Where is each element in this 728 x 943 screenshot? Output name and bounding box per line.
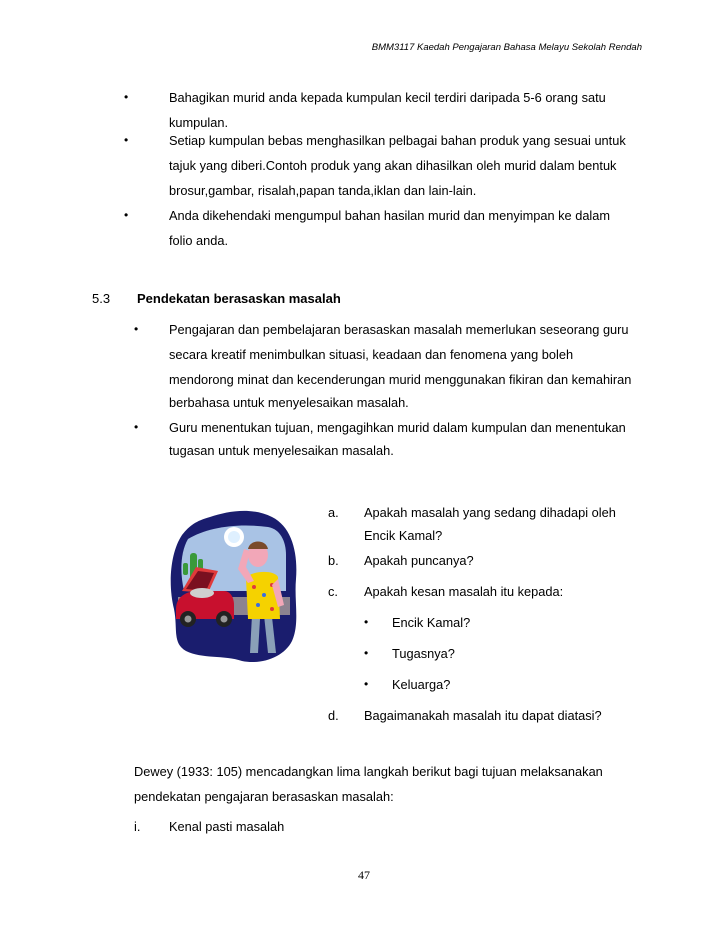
question-label-d: d. bbox=[328, 708, 339, 723]
clipart-car-breakdown-icon bbox=[168, 505, 300, 665]
bullet-symbol: • bbox=[134, 322, 139, 336]
bullet-symbol: • bbox=[364, 646, 369, 660]
bullet-symbol: • bbox=[364, 615, 369, 629]
section-number: 5.3 bbox=[92, 291, 111, 306]
bullet-line: tajuk yang diberi.Contoh produk yang akan dihasilkan oleh murid dalam bentuk bbox=[169, 158, 617, 173]
bullet-line: Anda dikehendaki mengumpul bahan hasilan murid dan menyimpan ke dalam bbox=[169, 208, 611, 223]
bullet-line: secara kreatif menimbulkan situasi, keadaan dan fenomena yang boleh bbox=[169, 347, 574, 362]
bullet-line: mendorong minat dan kecenderungan murid menggunakan fikiran dan kemahiran bbox=[169, 372, 632, 387]
bullet-line: tugasan untuk menyelesaikan masalah. bbox=[169, 443, 394, 458]
sub-bullet-text: Encik Kamal? bbox=[392, 615, 471, 630]
bullet-symbol: • bbox=[364, 677, 369, 691]
question-c-line: Apakah kesan masalah itu kepada: bbox=[364, 584, 564, 599]
question-label-b: b. bbox=[328, 553, 339, 568]
section-title: Pendekatan berasaskan masalah bbox=[137, 291, 341, 306]
question-a-line: Apakah masalah yang sedang dihadapi oleh bbox=[364, 505, 616, 520]
bullet-symbol: • bbox=[134, 420, 139, 434]
sub-bullet-text: Tugasnya? bbox=[392, 646, 455, 661]
bullet-line: Bahagikan murid anda kepada kumpulan kecil terdiri daripada 5-6 orang satu bbox=[169, 90, 606, 105]
running-header: BMM3117 Kaedah Pengajaran Bahasa Melayu Sekolah Rendah bbox=[371, 42, 642, 53]
bullet-line: folio anda. bbox=[169, 233, 229, 248]
bullet-symbol: • bbox=[124, 90, 129, 104]
bullet-line: brosur,gambar, risalah,papan tanda,iklan dan lain-lain. bbox=[169, 183, 477, 198]
dewey-step-label: i. bbox=[134, 819, 141, 834]
question-d-line: Bagaimanakah masalah itu dapat diatasi? bbox=[364, 708, 602, 723]
bullet-line: Setiap kumpulan bebas menghasilkan pelbagai bahan produk yang sesuai untuk bbox=[169, 133, 626, 148]
dewey-paragraph-line: Dewey (1933: 105) mencadangkan lima langkah berikut bagi tujuan melaksanakan bbox=[134, 764, 603, 779]
bullet-line: Guru menentukan tujuan, mengagihkan murid dalam kumpulan dan menentukan bbox=[169, 420, 626, 435]
question-a-line: Encik Kamal? bbox=[364, 528, 443, 543]
bullet-symbol: • bbox=[124, 133, 129, 147]
dewey-paragraph-line: pendekatan pengajaran berasaskan masalah: bbox=[134, 789, 394, 804]
bullet-line: Pengajaran dan pembelajaran berasaskan masalah memerlukan seseorang guru bbox=[169, 322, 629, 337]
clipart-car-breakdown bbox=[168, 505, 300, 665]
question-label-a: a. bbox=[328, 505, 339, 520]
dewey-step-text: Kenal pasti masalah bbox=[169, 819, 285, 834]
bullet-line: kumpulan. bbox=[169, 115, 229, 130]
question-b-line: Apakah puncanya? bbox=[364, 553, 474, 568]
bullet-line: berbahasa untuk menyelesaikan masalah. bbox=[169, 395, 409, 410]
question-label-c: c. bbox=[328, 584, 338, 599]
sub-bullet-text: Keluarga? bbox=[392, 677, 451, 692]
page-number: 47 bbox=[358, 868, 370, 882]
bullet-symbol: • bbox=[124, 208, 129, 222]
